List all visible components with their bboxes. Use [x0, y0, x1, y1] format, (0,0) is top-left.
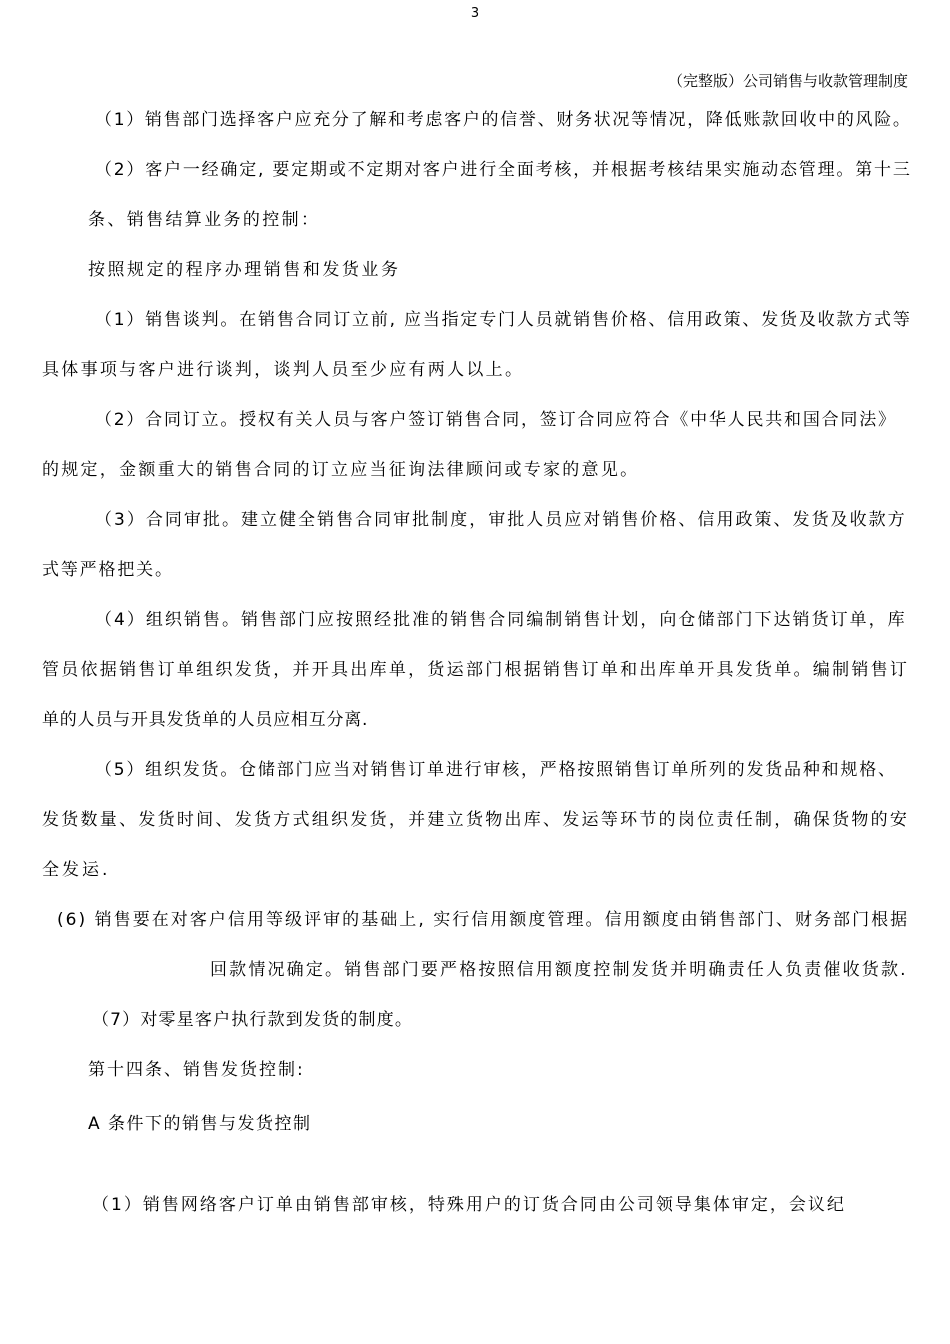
- page-number: 3: [470, 6, 480, 21]
- text-line: （3）合同审批。建立健全销售合同审批制度，审批人员应对销售价格、信用政策、发货及收款方: [95, 510, 907, 530]
- text-line: A 条件下的销售与发货控制: [88, 1114, 312, 1134]
- text-line: （5）组织发货。仓储部门应当对销售订单进行审核，严格按照销售订单所列的发货品种和规格、: [95, 760, 897, 780]
- text-line: 单的人员与开具发货单的人员应相互分离.: [42, 710, 369, 730]
- text-line: （2）合同订立。授权有关人员与客户签订销售合同，签订合同应符合《中华人民共和国合同法》: [95, 410, 897, 430]
- text-line: （4）组织销售。销售部门应按照经批准的销售合同编制销售计划，向仓储部门下达销货订单，库: [95, 610, 907, 630]
- text-line: 发货数量、发货时间、发货方式组织发货，并建立货物出库、发运等环节的岗位责任制，确保货物的安: [42, 810, 910, 830]
- text-line: 按照规定的程序办理销售和发货业务: [88, 260, 401, 280]
- text-line: 条、销售结算业务的控制：: [88, 210, 321, 230]
- text-line: 第十四条、销售发货控制:: [88, 1060, 305, 1080]
- text-line: (6) 销售要在对客户信用等级评审的基础上, 实行信用额度管理。信用额度由销售部门、财务部门根据: [57, 910, 910, 930]
- running-header: （完整版）公司销售与收款管理制度: [667, 72, 908, 90]
- text-line: （7）对零星客户执行款到发货的制度。: [92, 1010, 414, 1030]
- text-line: （1）销售谈判。在销售合同订立前, 应当指定专门人员就销售价格、信用政策、发货及收款方式等: [95, 310, 912, 330]
- text-line: （2）客户一经确定, 要定期或不定期对客户进行全面考核，并根据考核结果实施动态管理。第十三: [95, 160, 912, 180]
- text-line: 回款情况确定。销售部门要严格按照信用额度控制发货并明确责任人负责催收货款.: [210, 960, 908, 980]
- text-line: （1）销售部门选择客户应充分了解和考虑客户的信誉、财务状况等情况，降低账款回收中的风险。: [95, 110, 912, 130]
- text-line: 式等严格把关。: [42, 560, 174, 580]
- text-line: （1）销售网络客户订单由销售部审核，特殊用户的订货合同由公司领导集体审定，会议纪: [92, 1195, 846, 1215]
- text-line: 的规定，金额重大的销售合同的订立应当征询法律顾问或专家的意见。: [42, 460, 640, 480]
- text-line: 全发运.: [42, 860, 111, 880]
- text-line: 管员依据销售订单组织发货，并开具出库单，货运部门根据销售订单和出库单开具发货单。编制销售订: [42, 660, 910, 680]
- text-line: 具体事项与客户进行谈判，谈判人员至少应有两人以上。: [42, 360, 525, 380]
